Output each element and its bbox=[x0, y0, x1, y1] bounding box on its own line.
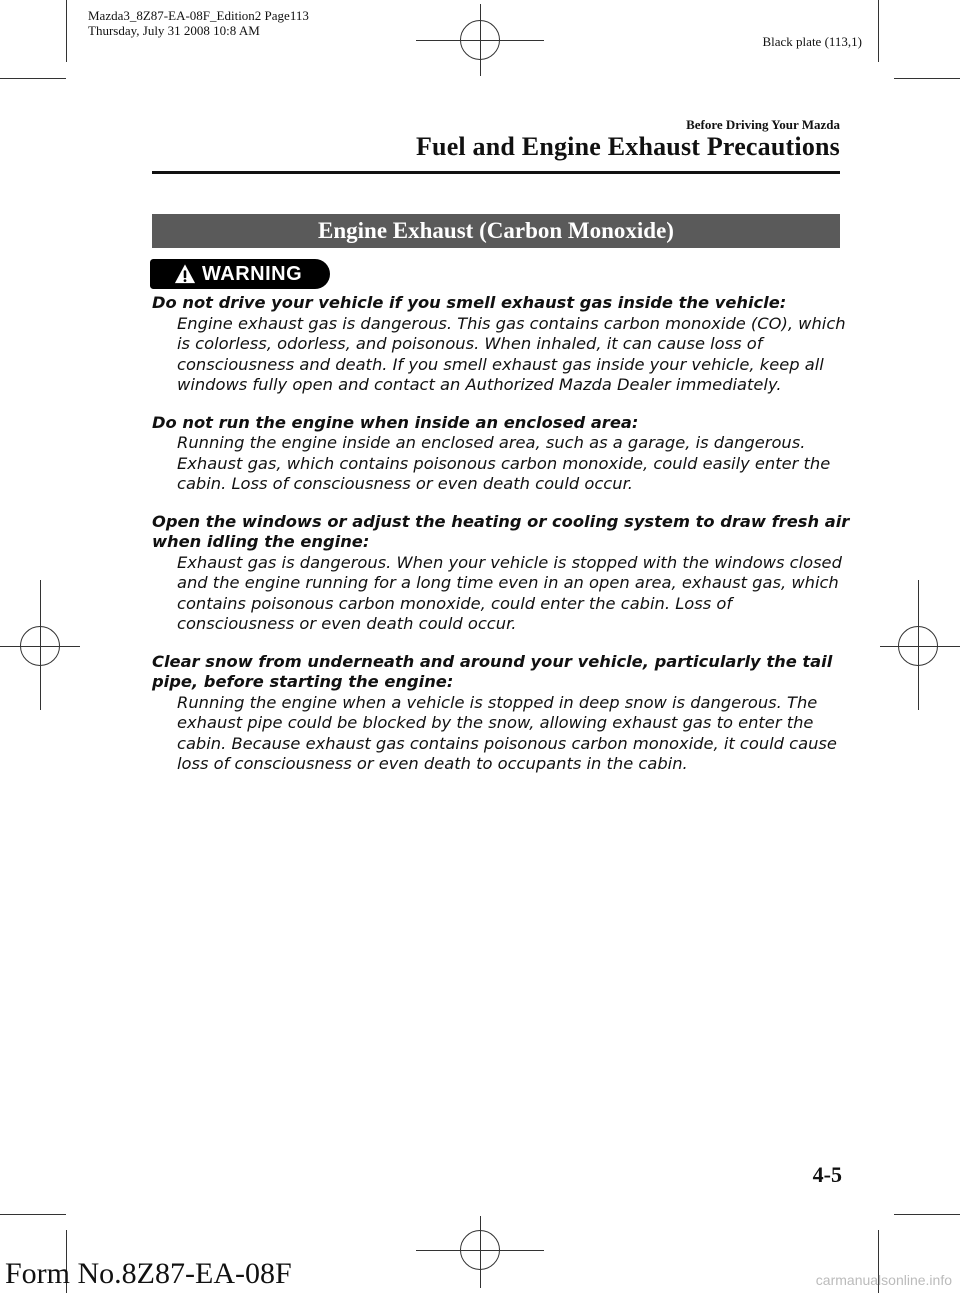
print-meta-line: Thursday, July 31 2008 10:8 AM bbox=[88, 23, 260, 38]
warning-heading: Open the windows or adjust the heating or cooling system to draw fresh air when idling the engine: bbox=[152, 511, 850, 551]
warning-heading: Do not run the engine when inside an enclosed area: bbox=[152, 412, 639, 432]
warning-entry bbox=[152, 293, 852, 396]
print-metadata bbox=[88, 8, 309, 38]
warning-triangle-icon bbox=[174, 263, 196, 285]
section-label: Before Driving Your Mazda bbox=[686, 117, 840, 132]
warning-list bbox=[152, 293, 852, 792]
form-number: Form No.8Z87-EA-08F bbox=[5, 1257, 292, 1290]
watermark: carmanualsonline.info bbox=[815, 1272, 952, 1288]
warning-heading: Do not drive your vehicle if you smell exhaust gas inside the vehicle: bbox=[152, 293, 787, 312]
header-rule bbox=[152, 171, 840, 174]
warning-heading: Clear snow from underneath and around your vehicle, particularly the tail pipe, before starting the engine: bbox=[152, 651, 833, 691]
warning-entry bbox=[152, 413, 852, 495]
warning-body: Engine exhaust gas is dangerous. This gas contains carbon monoxide (CO), which is colorless, odorless, and poisonous. When inhaled, it can cause loss of consciousness and death. If you smell exhaust gas inside your vehicle, keep all windows fully open and contact an Authorized Mazda Dealer immediately. bbox=[177, 313, 846, 394]
warning-entry bbox=[152, 652, 852, 775]
warning-body: Exhaust gas is dangerous. When your vehicle is stopped with the windows closed and the engine running for a long time even in an open area, exhaust gas, which contains poisonous carbon monoxide, could enter the cabin. Loss of consciousness or even death could occur. bbox=[177, 552, 842, 633]
warning-label: WARNING bbox=[202, 262, 303, 285]
chapter-title: Fuel and Engine Exhaust Precautions bbox=[415, 132, 840, 161]
warning-body: Running the engine inside an enclosed area, such as a garage, is dangerous. Exhaust gas, which contains poisonous carbon monoxide, could easily enter the cabin. Loss of consciousness or even death could occur. bbox=[177, 433, 831, 493]
print-meta-line: Mazda3_8Z87-EA-08F_Edition2 Page113 bbox=[88, 8, 309, 23]
warning-entry bbox=[152, 512, 852, 635]
topic-heading: Engine Exhaust (Carbon Monoxide) bbox=[152, 214, 840, 248]
page-number: 4-5 bbox=[812, 1162, 842, 1187]
plate-label: Black plate (113,1) bbox=[762, 34, 862, 49]
warning-badge bbox=[150, 259, 330, 289]
warning-body: Running the engine when a vehicle is stopped in deep snow is dangerous. The exhaust pipe could be blocked by the snow, allowing exhaust gas to enter the cabin. Because exhaust gas contains poisonous carbon monoxide, it could cause loss of consciousness or even death to occupants in the cabin. bbox=[177, 692, 837, 773]
